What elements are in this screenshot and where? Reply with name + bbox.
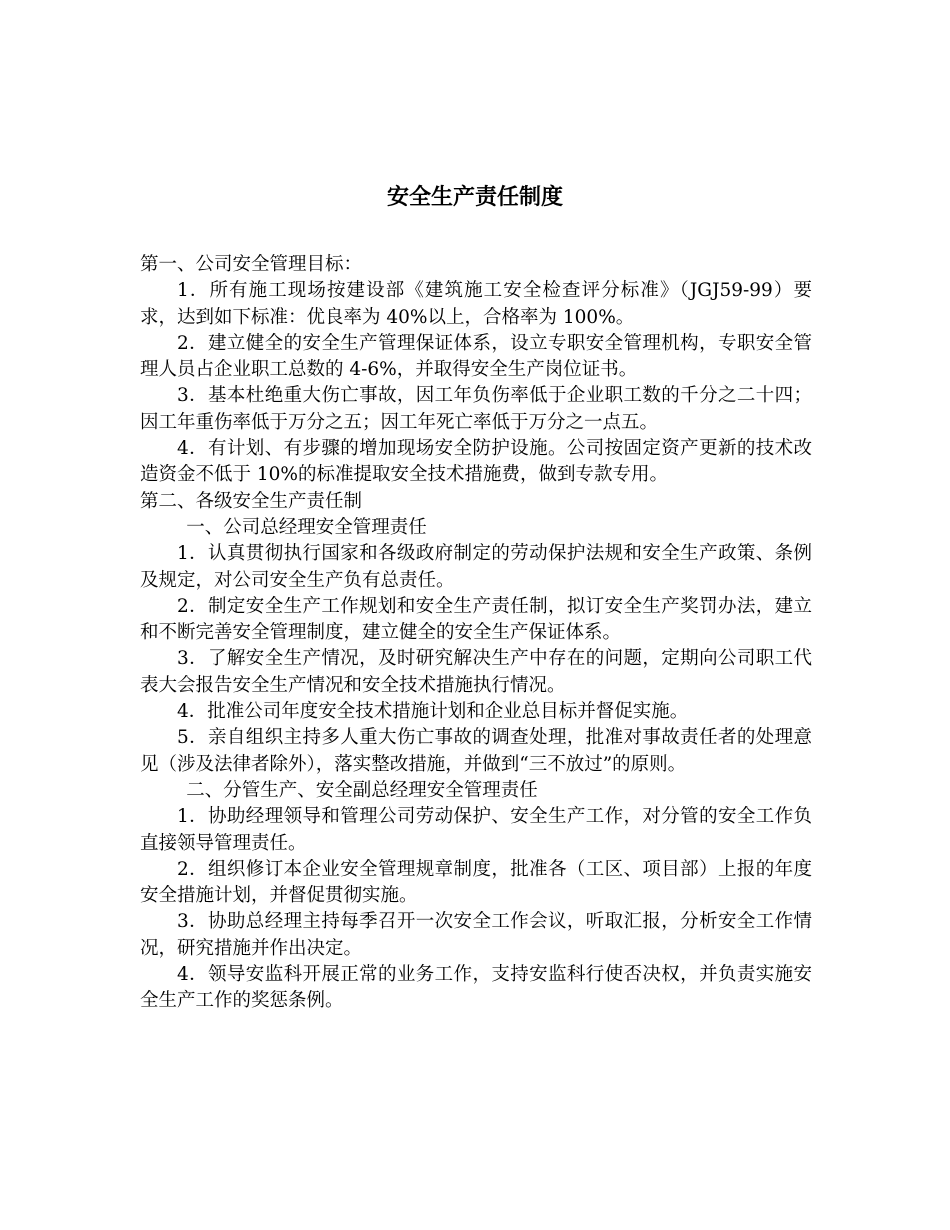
- list-item: 4．批准公司年度安全技术措施计划和企业总目标并督促实施。: [177, 701, 689, 723]
- document-body: [140, 252, 812, 1015]
- list-item: 4．领导安监科开展正常的业务工作，支持安监科行使否决权，并负责实施安全生产工作的奖惩条例。: [140, 964, 812, 1012]
- list-item: 1．所有施工现场按建设部《建筑施工安全检查评分标准》（JGJ59-99）要求，达到如下标准：优良率为 40%以上，合格率为 100%。: [140, 280, 812, 328]
- section-heading: 第二、各级安全生产责任制: [140, 490, 363, 512]
- list-item: 1．认真贯彻执行国家和各级政府制定的劳动保护法规和安全生产政策、条例及规定，对公司安全生产负有总责任。: [140, 543, 812, 591]
- list-item: 3．了解安全生产情况，及时研究解决生产中存在的问题，定期向公司职工代表大会报告安全生产情况和安全技术措施执行情况。: [140, 648, 812, 696]
- list-item: 2．组织修订本企业安全管理规章制度，批准各（工区、项目部）上报的年度安全措施计划，并督促贯彻实施。: [140, 858, 812, 907]
- list-item: 2．建立健全的安全生产管理保证体系，设立专职安全管理机构，专职安全管理人员占企业职工总数的 4-6%，并取得安全生产岗位证书。: [140, 332, 812, 381]
- subsection-heading: 一、公司总经理安全管理责任: [186, 516, 427, 538]
- list-item: 3．基本杜绝重大伤亡事故，因工年负伤率低于企业职工数的千分之二十四；因工年重伤率低于万分之五；因工年死亡率低于万分之一点五。: [140, 385, 812, 433]
- list-item: 5．亲自组织主持多人重大伤亡事故的调查处理，批准对事故责任者的处理意见（涉及法律者除外），落实整改措施，并做到“三不放过”的原则。: [140, 727, 812, 775]
- subsection-heading: 二、分管生产、安全副总经理安全管理责任: [186, 779, 538, 801]
- list-item: 2．制定安全生产工作规划和安全生产责任制，拟订安全生产奖罚办法，建立和不断完善安全管理制度，建立健全的安全生产保证体系。: [140, 595, 812, 644]
- list-item: 3．协助总经理主持每季召开一次安全工作会议，听取汇报，分析安全工作情况，研究措施并作出决定。: [140, 911, 812, 959]
- list-item: 1．协助经理领导和管理公司劳动保护、安全生产工作，对分管的安全工作负直接领导管理责任。: [140, 806, 812, 854]
- document-title: 安全生产责任制度: [386, 184, 563, 210]
- list-item: 4．有计划、有步骤的增加现场安全防护设施。公司按固定资产更新的技术改造资金不低于 10%的标准提取安全技术措施费，做到专款专用。: [140, 438, 812, 486]
- section-heading: 第一、公司安全管理目标：: [140, 254, 363, 275]
